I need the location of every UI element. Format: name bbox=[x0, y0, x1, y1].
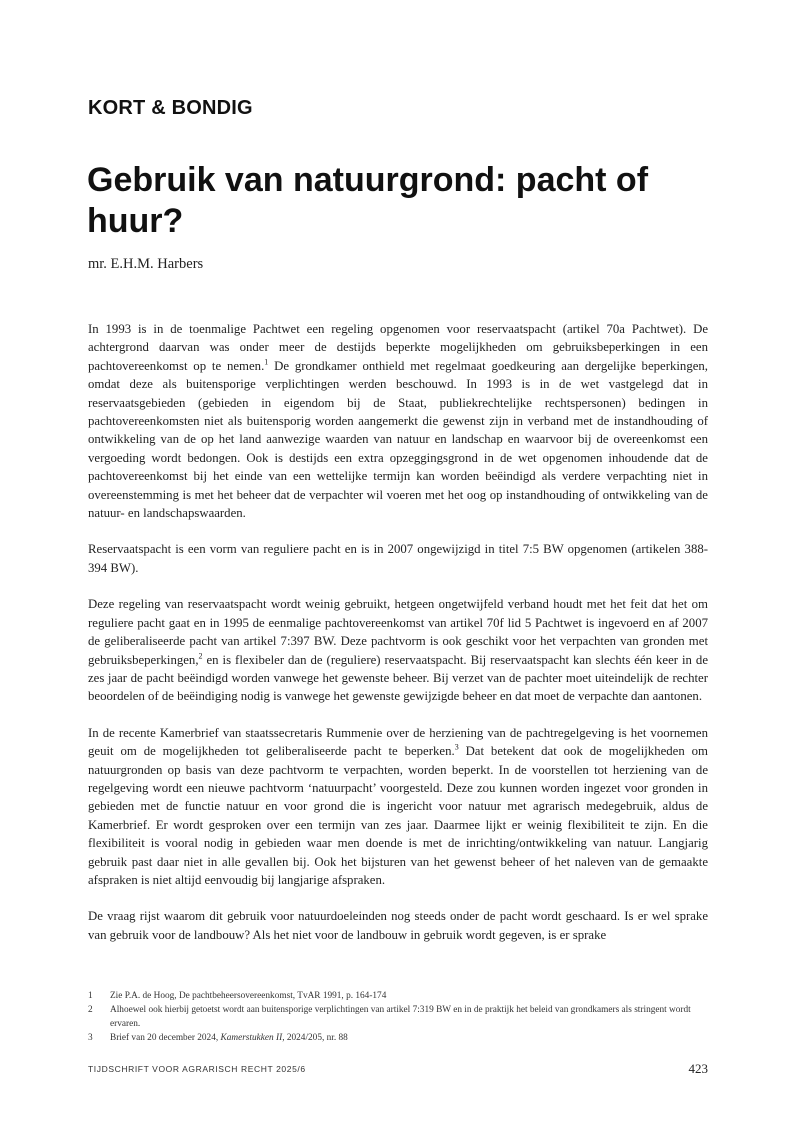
footnotes bbox=[88, 989, 708, 1045]
footnote-3 bbox=[88, 1031, 708, 1045]
paragraph-1: In 1993 is in de toenmalige Pachtwet een regeling opgenomen voor reservaatspacht (artikel 70a Pachtwet). De achtergrond daarvan was onder meer de destijds beperkte mogelijkheden om gebruiksbeperkingen in een pachtovereenkomst op te nemen.$^1$ De grondkamer onthield met regelmaat goedkeuring aan dergelijke beperkingen, omdat deze als buitensporige verplichtingen werden beschouwd. In 1993 is in de wet vastgelegd dat in reservaatsgebieden (gebieden in eigendom bij de Staat, publiekrechtelijke rechtspersonen) bedingen in pachtovereenkomsten niet als buitensporig worden aangemerkt die gewenst zijn in verband met de instandhouding of ontwikkeling van de op het land aanwezige waarden van natuur en landschap en waarvoor bij de overeenkomst een vergoeding wordt bedongen. Ook is destijds een extra opzeggingsgrond in de wet opgenomen inhoudende dat de pachtovereenkomst bij het einde van een wettelijke termijn kan worden beëindigd als verdere verpachting niet in overeenstemming is met het beheer dat de verpachter wil voeren met het oog op instandhouding of ontwikkeling van de natuur- en landschapswaarden. bbox=[88, 322, 709, 521]
paragraph-4: In de recente Kamerbrief van staatssecretaris Rummenie over de herziening van de pachtregelgeving is het voornemen geuit om de mogelijkheden tot geliberaliseerde pacht te beperken.$^3$ Dat betekent dat ook de mogelijkheden om natuurgronden op basis van deze pachtvorm te verpachten, worden beperkt. In de voorstellen tot herziening van de regelgeving wordt een nieuwe pachtvorm ‘natuurpacht’ voorgesteld. Deze zou kunnen worden ingezet voor gronden in gebieden met de functie natuur en voor grond die is ingericht voor natuur met agrarisch medegebruik, aldus de Kamerbrief. Er wordt gesproken over een termijn van zes jaar. Daarmee lijkt er weinig flexibiliteit te zijn. En die flexibiliteit is vooral nodig in gebieden waar men doende is met de inrichting/ontwikkeling van natuur. Langjarig gebruik past daar niet in alle gevallen bij. Ook het bijsturen van het gewenst beheer of het naleven van de gemaakte afspraken is niet altijd eenvoudig bij langjarige afspraken. bbox=[88, 725, 708, 887]
section-label: KORT & BONDIG bbox=[88, 97, 253, 119]
paragraph-2: Reservaatspacht is een vorm van reguliere pacht en is in 2007 ongewijzigd in titel 7:5 BW opgenomen (artikelen 388-394 BW). bbox=[88, 542, 708, 575]
footnote-ref-2[interactable]: 2 bbox=[198, 651, 203, 661]
footnote-number: 3 bbox=[88, 1033, 93, 1043]
article-title: Gebruik van natuurgrond: pacht of huur? bbox=[87, 161, 649, 240]
footnote-text: Zie P.A. de Hoog, De pachtbeheersovereenkomst, TvAR 1991, p. 164-174 bbox=[110, 991, 387, 1001]
footnote-ref-1[interactable]: 1 bbox=[264, 357, 269, 367]
footnote-text: Brief van 20 december 2024, Kamerstukken II, 2024/205, nr. 88 bbox=[110, 1033, 348, 1043]
footnote-ref-3[interactable]: 3 bbox=[454, 742, 459, 752]
footnote-1 bbox=[88, 989, 708, 1003]
journal-footer: TIJDSCHRIFT VOOR AGRARISCH RECHT 2025/6 bbox=[88, 1064, 306, 1074]
page-number: 423 bbox=[688, 1061, 708, 1076]
footnote-text: Alhoewel ook hierbij getoetst wordt aan buitensporige verplichtingen van artikel 7:319 BW en in de praktijk het beleid van grondkamers als stringent wordt ervaren. bbox=[110, 1005, 691, 1029]
author-name: mr. E.H.M. Harbers bbox=[88, 256, 204, 272]
footnote-number: 2 bbox=[88, 1005, 93, 1015]
paragraph-5: De vraag rijst waarom dit gebruik voor natuurdoeleinden nog steeds onder de pacht wordt geschaard. Is er wel sprake van gebruik voor de landbouw? Als het niet voor de landbouw in gebruik wordt gegeven, is er sprake bbox=[88, 909, 708, 942]
paragraph-3: Deze regeling van reservaatspacht wordt weinig gebruikt, hetgeen ongetwijfeld verband houdt met het feit dat het om reguliere pacht gaat en in 1995 de eenmalige pachtovereenkomst van artikel 70f lid 5 Pachtwet is ingevoerd en af 2007 de geliberaliseerde pacht van artikel 7:397 BW. Deze pachtvorm is ook geschikt voor het verpachten van gronden met gebruiksbeperkingen,$^2$ en is flexibeler dan de (reguliere) reservaatspacht. Bij reservaatspacht kan slechts één keer in de zes jaar de pacht beëindigd worden vanwege het gewenste beheer. Bij verzet van de pachter moet uiteindelijk de rechter beoordelen of de beëindiging nodig is vanwege het gewenste gewijzigde beheer en dat moet de verpachte dan aantonen. bbox=[88, 597, 708, 704]
footnote-number: 1 bbox=[88, 991, 93, 1001]
article-body bbox=[88, 320, 708, 962]
footnote-2 bbox=[88, 1003, 708, 1031]
